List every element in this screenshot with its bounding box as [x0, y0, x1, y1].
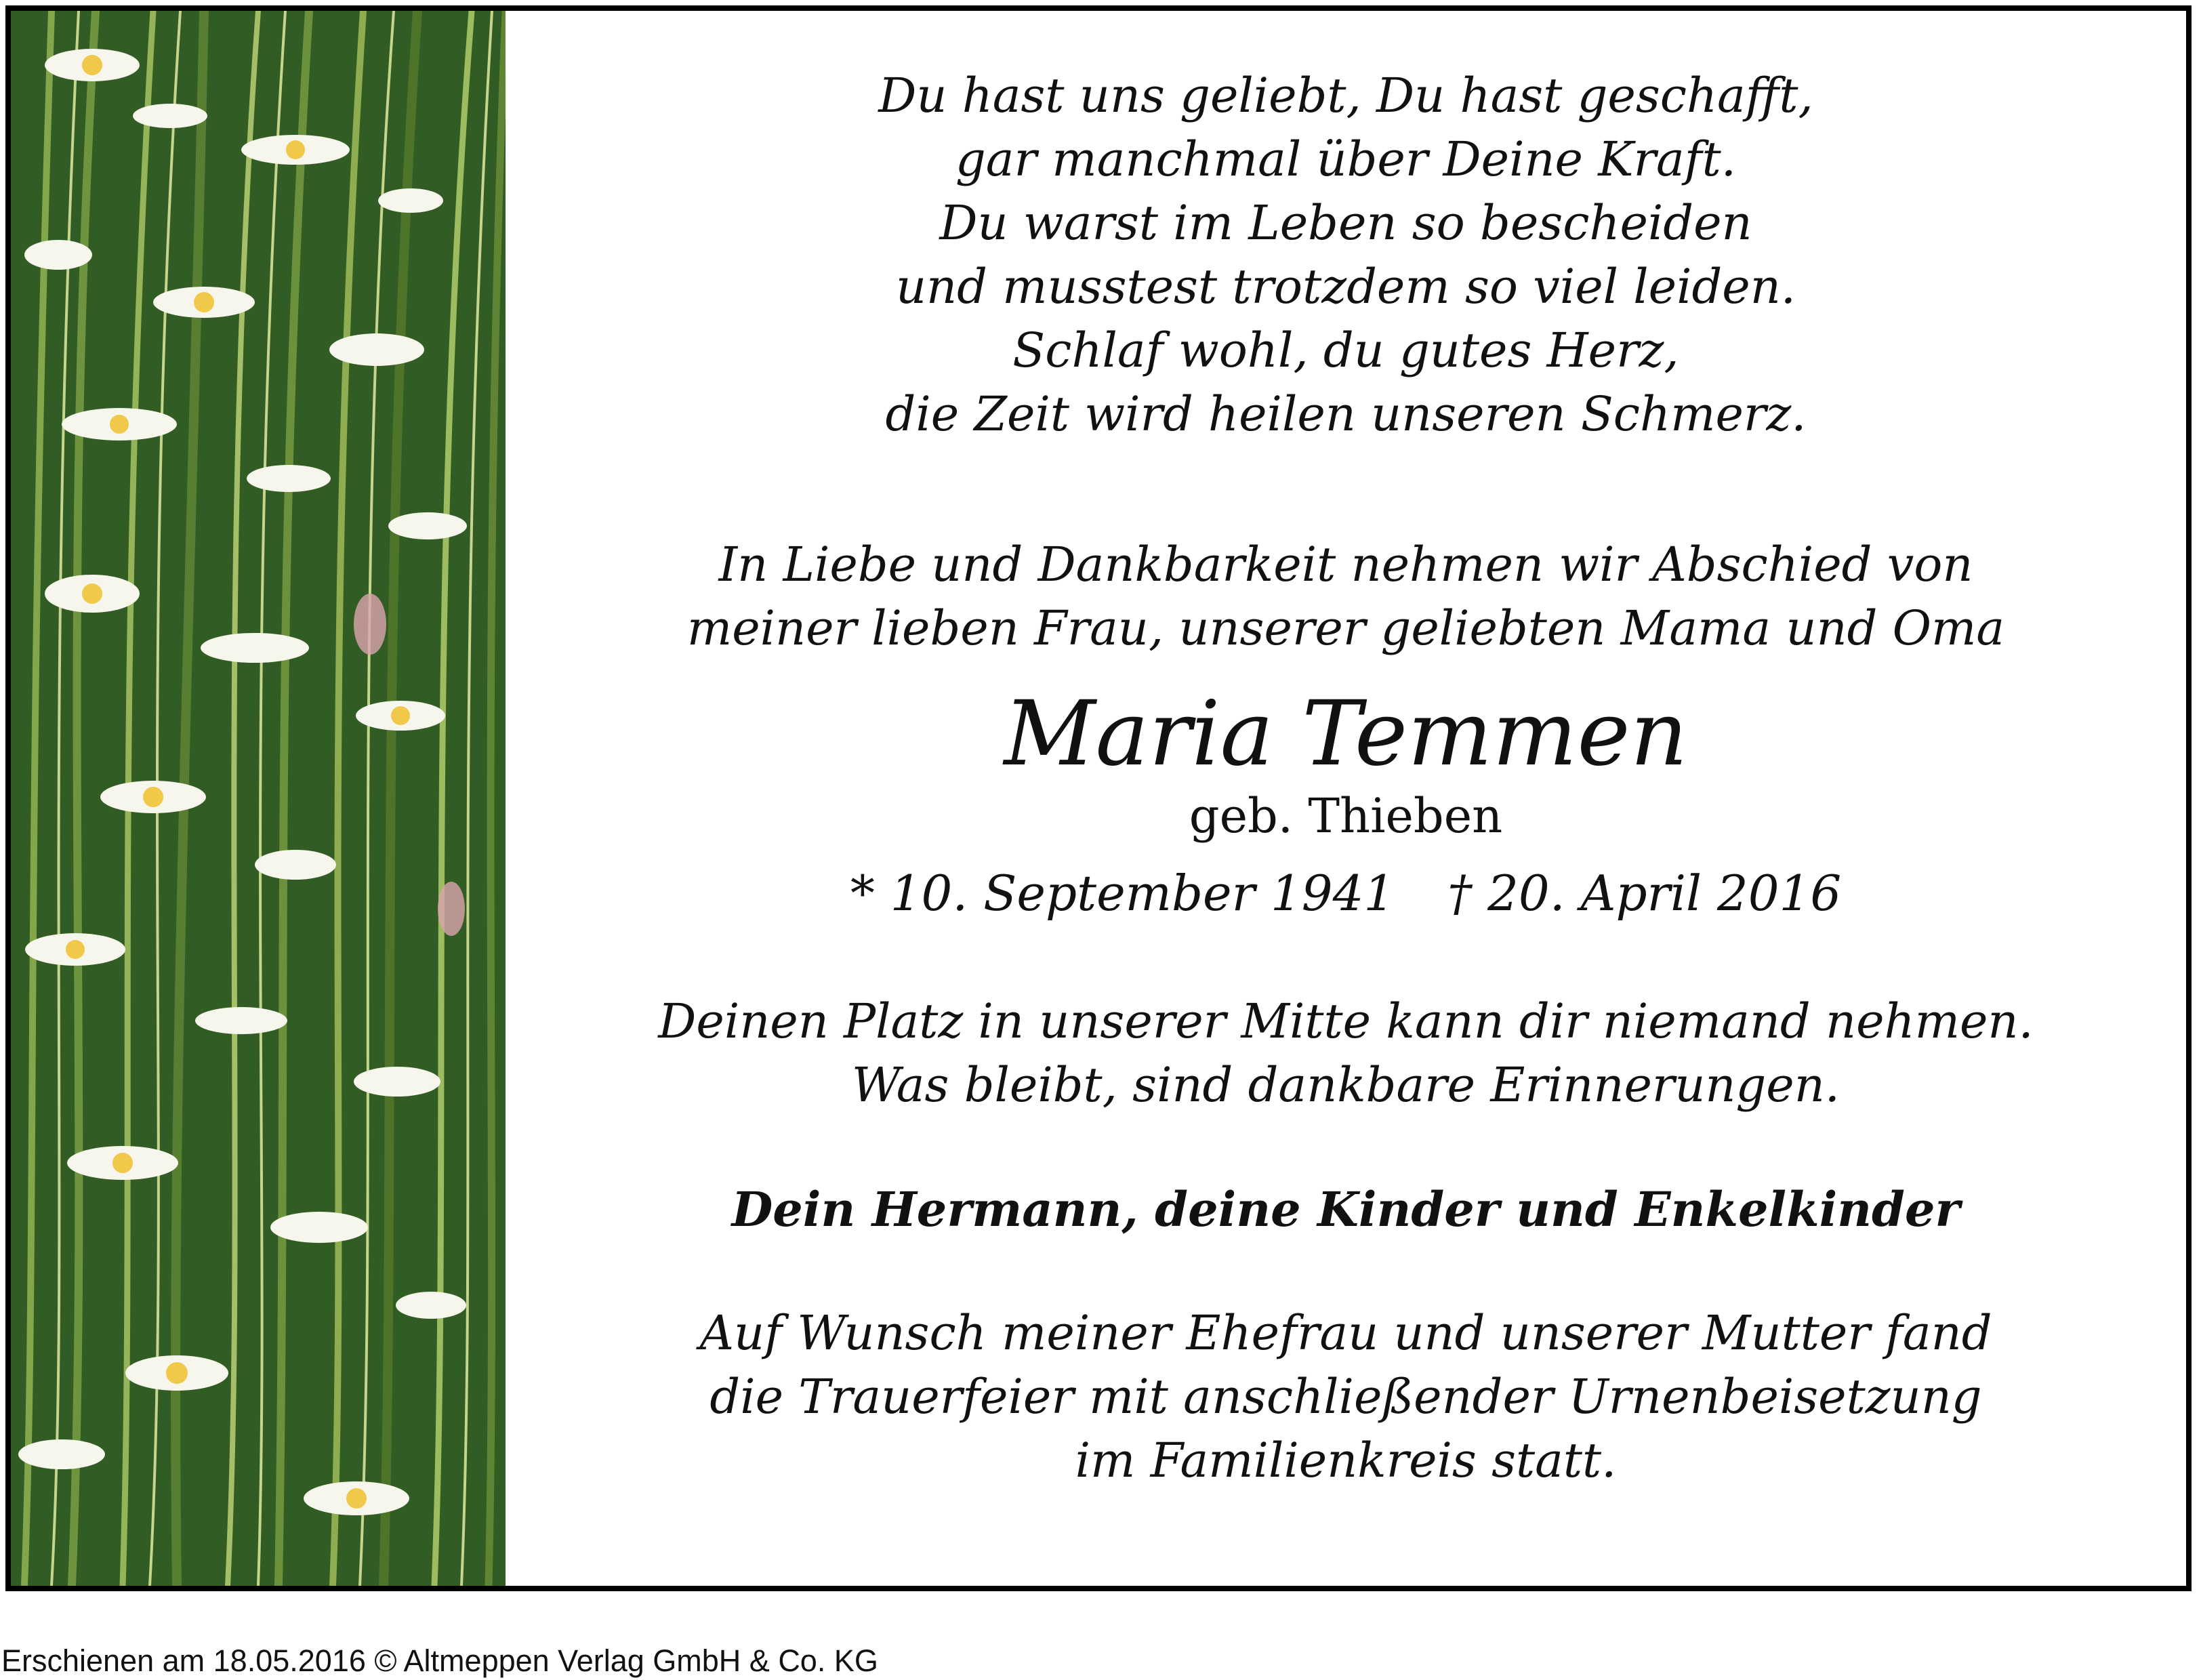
obituary-notice [5, 5, 2192, 1591]
funeral-note-line: Auf Wunsch meiner Ehefrau und unserer Mutter fand [699, 1305, 1992, 1361]
family-names-line: Dein Hermann, deine Kinder und Enkelkinder [731, 1181, 1960, 1237]
funeral-note-line: die Trauerfeier mit anschließender Urnenbeisetzung [709, 1369, 1982, 1425]
meadow-daisies-image-graphic [11, 11, 506, 1586]
meadow-daisies-image [11, 11, 506, 1586]
funeral-note [506, 1301, 2186, 1492]
poem-line: Du hast uns geliebt, Du hast geschafft, [878, 68, 1813, 123]
remembrance-text [506, 989, 2186, 1117]
poem-line: gar manchmal über Deine Kraft. [955, 131, 1736, 187]
farewell-introduction [506, 533, 2186, 660]
life-dates [506, 862, 2186, 924]
birth-date: * 10. September 1941 [850, 865, 1395, 922]
poem-line: die Zeit wird heilen unseren Schmerz. [885, 386, 1807, 442]
poem-line: Schlaf wohl, du gutes Herz, [1012, 323, 1679, 378]
death-date: † 20. April 2016 [1447, 865, 1842, 922]
remembrance-line: Deinen Platz in unserer Mitte kann dir niemand nehmen. [658, 993, 2034, 1049]
remembrance-line: Was bleibt, sind dankbare Erinnerungen. [851, 1057, 1840, 1113]
deceased-name: Maria Temmen [1004, 682, 1688, 786]
funeral-note-line: im Familienkreis statt. [1075, 1433, 1617, 1488]
poem [506, 64, 2186, 446]
introduction-line: meiner lieben Frau, unserer geliebten Mama und Oma [686, 600, 2005, 656]
maiden-name: geb. Thieben [1189, 788, 1503, 844]
publication-footer: Erschienen am 18.05.2016 © Altmeppen Verlag GmbH & Co. KG [1, 1643, 878, 1678]
mourners-signature [506, 1178, 2186, 1242]
notice-text-area [506, 11, 2186, 1586]
introduction-line: In Liebe und Dankbarkeit nehmen wir Abschied von [718, 537, 1973, 592]
poem-line: Du warst im Leben so bescheiden [939, 195, 1752, 251]
poem-line: und musstest trotzdem so viel leiden. [895, 259, 1796, 314]
